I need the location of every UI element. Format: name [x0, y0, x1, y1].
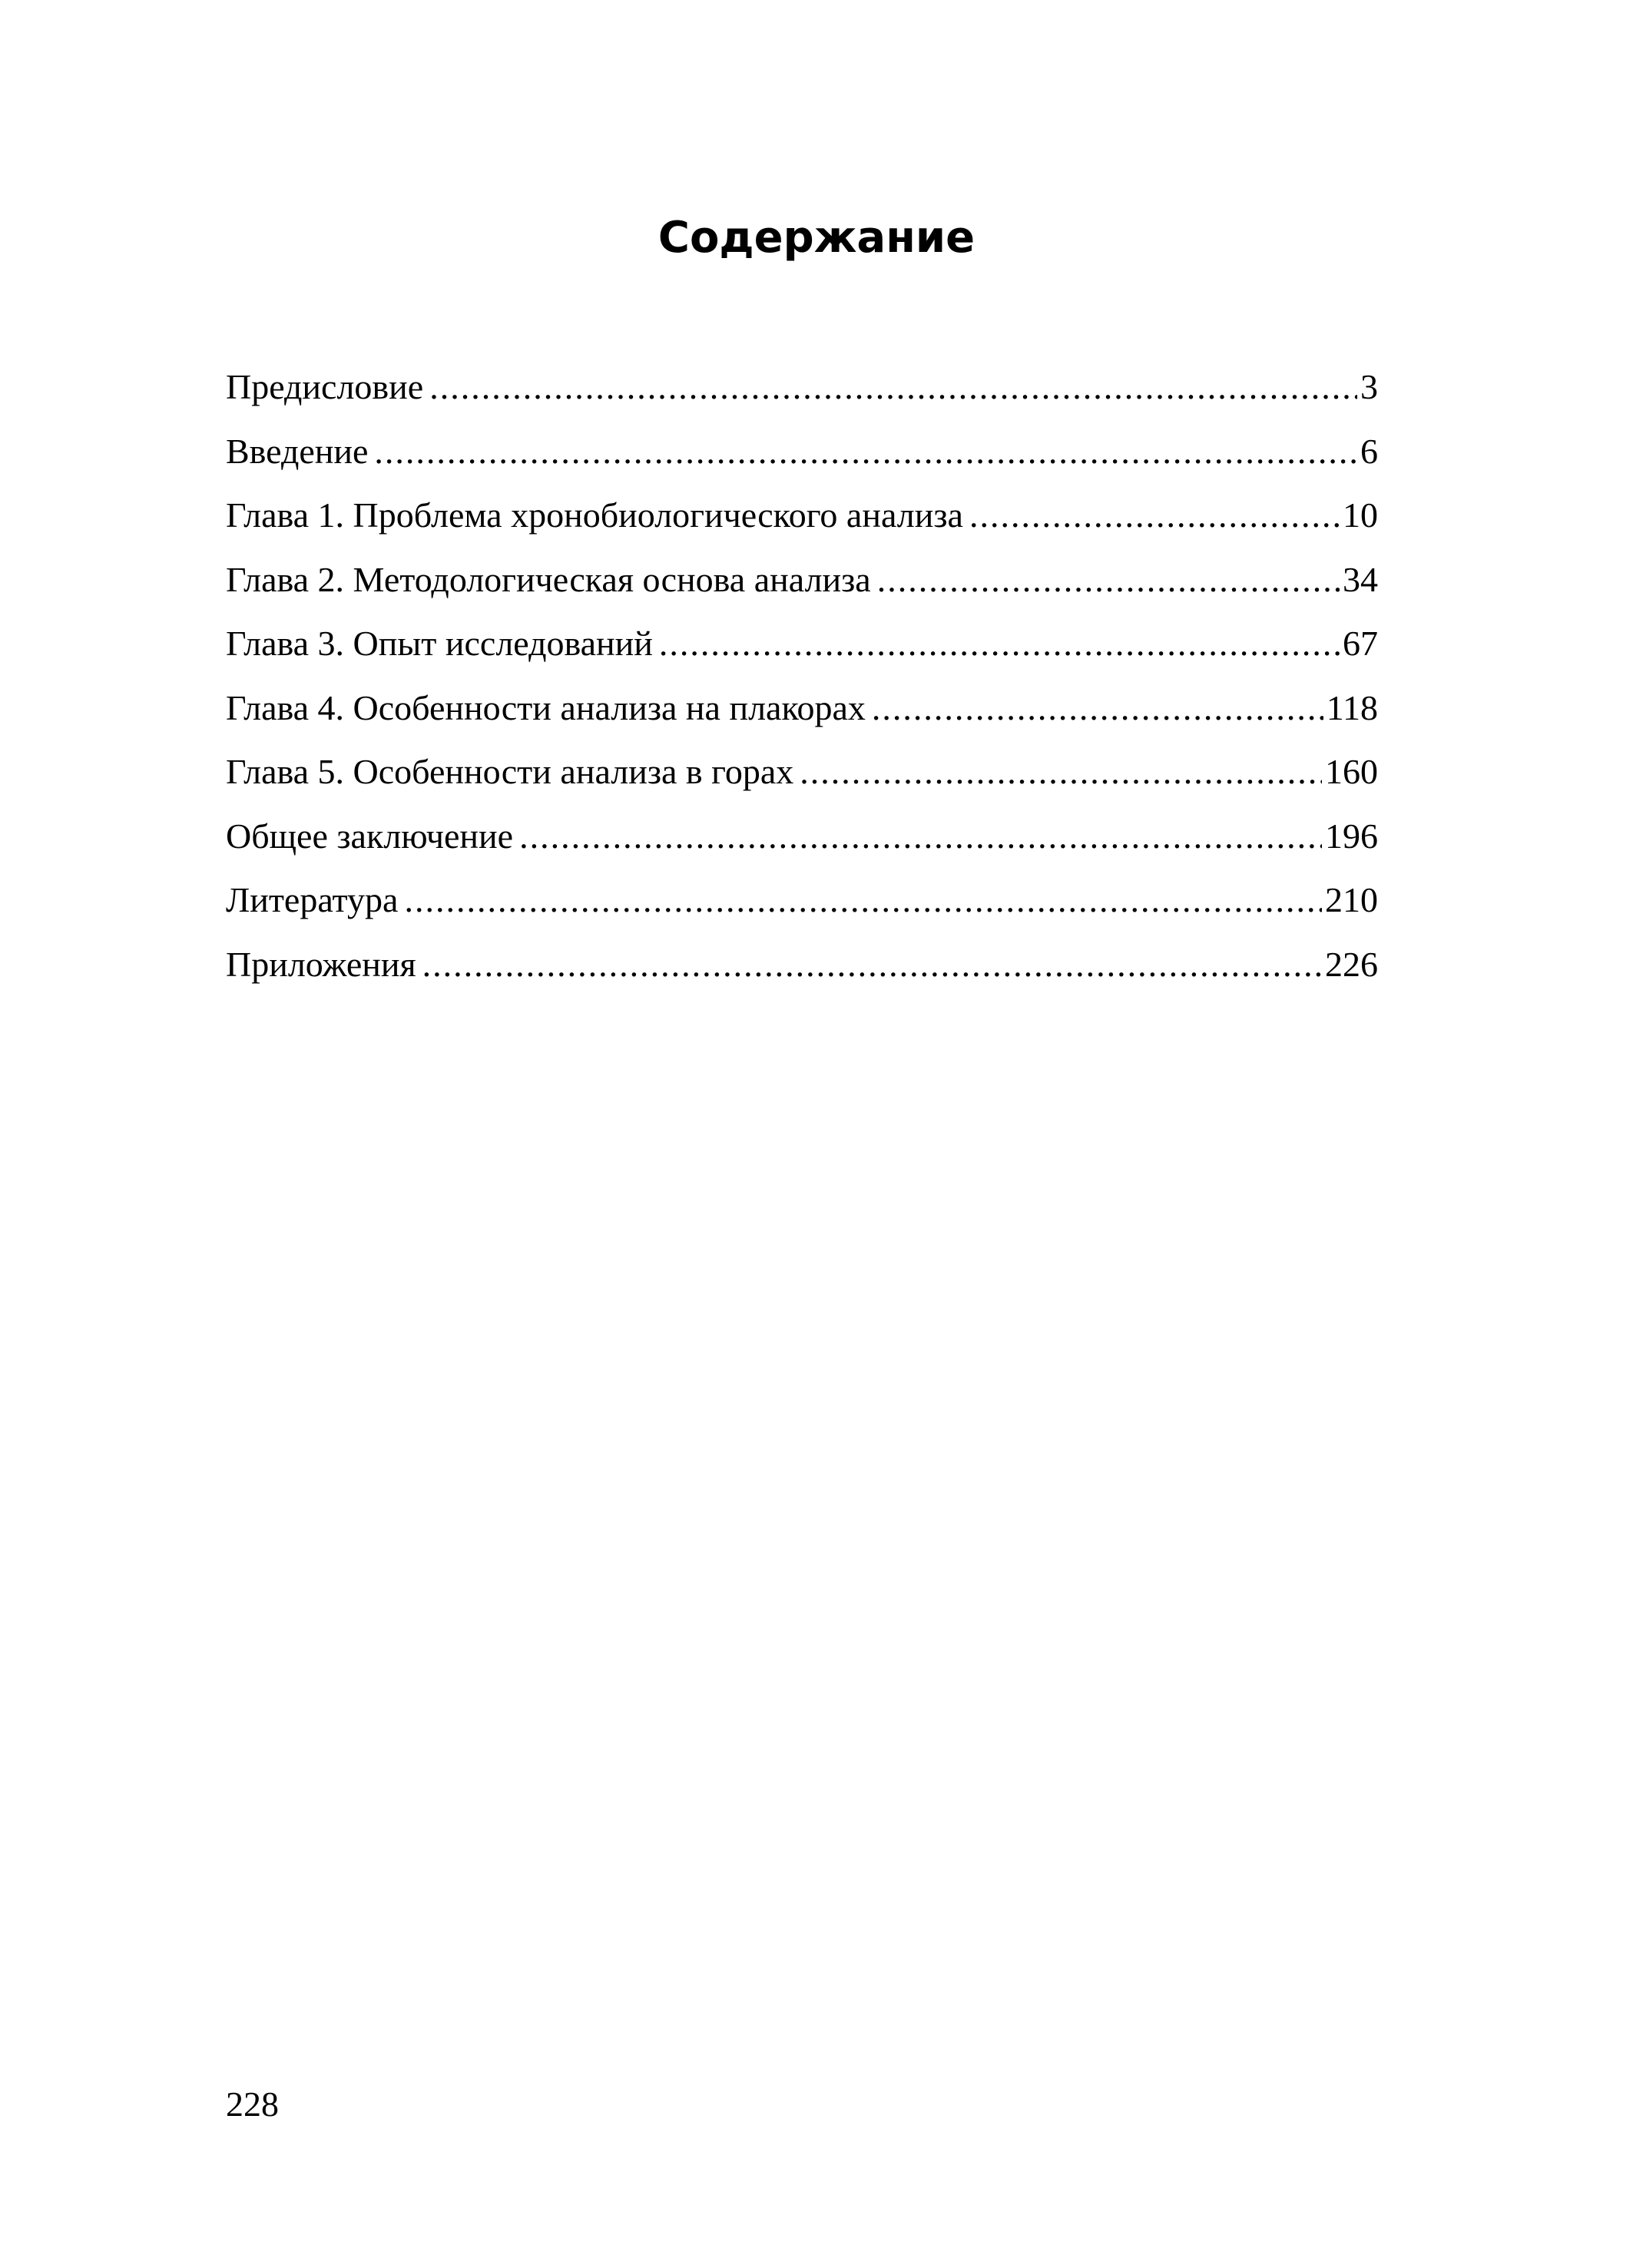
- toc-dot-leader: [422, 932, 1322, 997]
- toc-entry-references[interactable]: [226, 868, 1378, 932]
- toc-entry-appendices[interactable]: [226, 932, 1378, 997]
- toc-entry-page: 196: [1325, 816, 1378, 856]
- toc-entry-page: 210: [1325, 880, 1378, 919]
- page-number: 228: [226, 2084, 279, 2124]
- toc-dot-leader: [877, 548, 1340, 612]
- toc-entry-introduction[interactable]: [226, 419, 1378, 484]
- toc-entry-label: Литература: [226, 880, 399, 919]
- toc-entry-page: 67: [1343, 624, 1378, 663]
- toc-entry-page: 6: [1360, 431, 1378, 471]
- toc-entry-label: Глава 3. Опыт исследований: [226, 624, 653, 663]
- toc-entry-page: 226: [1325, 944, 1378, 984]
- toc-dot-leader: [969, 483, 1340, 548]
- toc-entry-preface[interactable]: [226, 355, 1378, 419]
- toc-entry-label: Глава 2. Методологическая основа анализа: [226, 559, 871, 599]
- toc-entry-chapter-2[interactable]: [226, 548, 1378, 612]
- toc-entry-label: Глава 1. Проблема хронобиологического анализа: [226, 495, 963, 535]
- toc-entry-conclusion[interactable]: [226, 804, 1378, 869]
- toc-dot-leader: [404, 868, 1322, 932]
- toc-entry-page: 118: [1326, 687, 1378, 727]
- toc-entry-label: Введение: [226, 431, 369, 471]
- table-of-contents: [226, 355, 1378, 996]
- toc-entry-page: 3: [1360, 367, 1378, 406]
- toc-entry-label: Глава 4. Особенности анализа на плакорах: [226, 687, 866, 727]
- toc-entry-chapter-1[interactable]: [226, 483, 1378, 548]
- page-title: Содержание: [658, 213, 975, 263]
- toc-dot-leader: [659, 611, 1340, 676]
- toc-dot-leader: [872, 676, 1323, 740]
- toc-dot-leader: [429, 355, 1357, 419]
- toc-entry-page: 34: [1343, 559, 1378, 599]
- toc-dot-leader: [519, 804, 1322, 869]
- toc-dot-leader: [374, 419, 1357, 484]
- toc-entry-chapter-4[interactable]: [226, 676, 1378, 740]
- toc-entry-label: Приложения: [226, 944, 416, 984]
- toc-entry-page: 160: [1325, 752, 1378, 791]
- toc-dot-leader: [800, 740, 1322, 804]
- toc-entry-label: Предисловие: [226, 367, 424, 406]
- toc-entry-label: Общее заключение: [226, 816, 514, 856]
- toc-entry-chapter-5[interactable]: [226, 740, 1378, 804]
- toc-entry-label: Глава 5. Особенности анализа в горах: [226, 752, 794, 791]
- toc-entry-chapter-3[interactable]: [226, 611, 1378, 676]
- toc-entry-page: 10: [1343, 495, 1378, 535]
